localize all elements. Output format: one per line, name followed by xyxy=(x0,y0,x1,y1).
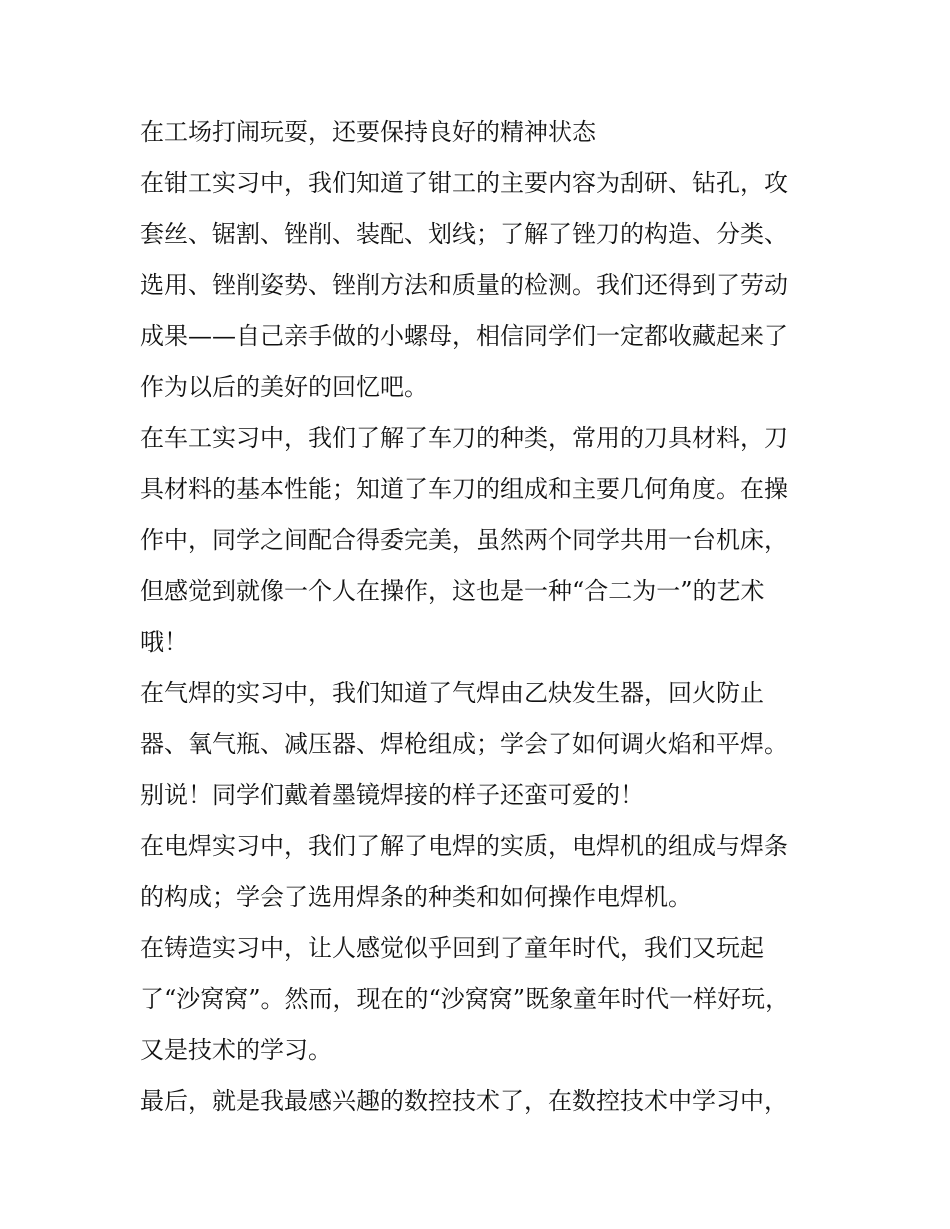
text-line: 作为以后的美好的回忆吧。 xyxy=(140,373,428,401)
text-line: 具材料的基本性能；知道了车刀的组成和主要几何角度。在操 xyxy=(140,475,788,503)
text-line: 在钳工实习中，我们知道了钳工的主要内容为刮研、钻孔，攻 xyxy=(140,169,788,197)
text-line: 别说！同学们戴着墨镜焊接的样子还蛮可爱的！ xyxy=(140,781,644,809)
text-line: 了“沙窝窝”。然而，现在的“沙窝窝”既象童年时代一样好玩， xyxy=(140,985,790,1013)
text-line: 在气焊的实习中，我们知道了气焊由乙炔发生器，回火防止 xyxy=(140,679,764,707)
text-line: 器、氧气瓶、减压器、焊枪组成；学会了如何调火焰和平焊。 xyxy=(140,730,788,758)
text-line: 在车工实习中，我们了解了车刀的种类，常用的刀具材料，刀 xyxy=(140,424,788,452)
text-line: 哦！ xyxy=(140,628,188,656)
text-line: 成果——自己亲手做的小螺母，相信同学们一定都收藏起来了 xyxy=(140,322,788,350)
text-line: 选用、锉削姿势、锉削方法和质量的检测。我们还得到了劳动 xyxy=(140,271,788,299)
text-line: 在工场打闹玩耍，还要保持良好的精神状态 xyxy=(140,118,596,146)
text-line: 作中，同学之间配合得委完美，虽然两个同学共用一台机床， xyxy=(140,526,788,554)
text-line: 在电焊实习中，我们了解了电焊的实质，电焊机的组成与焊条 xyxy=(140,832,788,860)
text-line: 但感觉到就像一个人在操作，这也是一种“合二为一”的艺术 xyxy=(140,577,765,605)
text-line: 的构成；学会了选用焊条的种类和如何操作电焊机。 xyxy=(140,883,692,911)
text-line: 又是技术的学习。 xyxy=(140,1036,332,1064)
text-line: 套丝、锯割、锉削、装配、划线；了解了锉刀的构造、分类、 xyxy=(140,220,788,248)
text-line: 最后，就是我最感兴趣的数控技术了，在数控技术中学习中， xyxy=(140,1087,788,1115)
document-body xyxy=(140,107,820,1127)
text-line: 在铸造实习中，让人感觉似乎回到了童年时代，我们又玩起 xyxy=(140,934,764,962)
